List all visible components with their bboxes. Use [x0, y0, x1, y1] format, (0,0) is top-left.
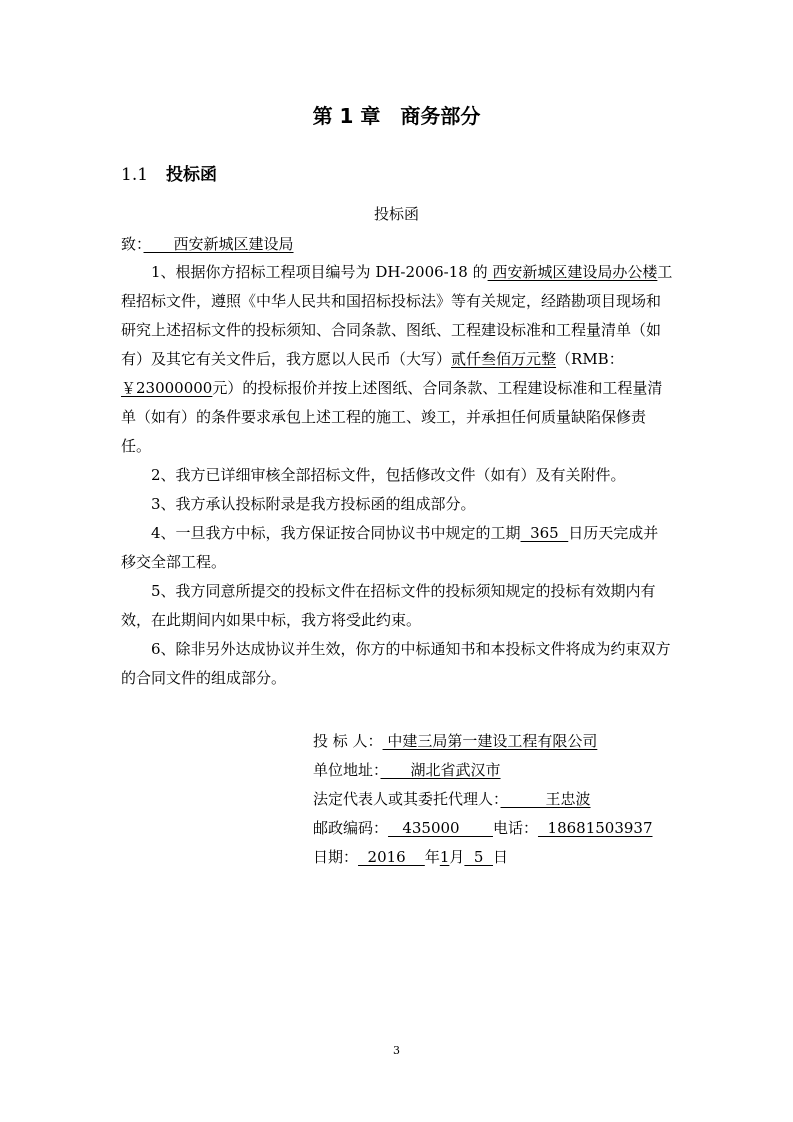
- paragraph-3: 3、我方承认投标附录是我方投标函的组成部分。: [151, 495, 476, 513]
- recipient-label: 致：: [121, 235, 144, 253]
- page-number: 3: [393, 1044, 400, 1057]
- p1-text-a: 1、根据你方招标工程项目编号为 DH-2006-18 的: [151, 263, 488, 281]
- letter-body: [121, 258, 673, 693]
- bid-amount-words: 贰仟叁佰万元整: [451, 350, 557, 368]
- p1-text-c: 工程招标文件，遵照《中华人民共和国招标投标法》等有关规定，经踏勘项目现场和研究上述招标文件的投标须知、合同条款、图纸、工程建设标准和工程量清单（如有）及其它有关文件后，我方愿以人民币（大写）: [121, 263, 673, 368]
- address-line: [313, 756, 653, 785]
- p1-text-e: （RMB：: [556, 350, 624, 368]
- bidder-value: 中建三局第一建设工程有限公司: [382, 732, 598, 750]
- signature-block: [313, 727, 653, 872]
- date-line: [313, 843, 653, 872]
- month-label: 月: [449, 848, 465, 866]
- paragraph-2: 2、我方已详细审核全部招标文件，包括修改文件（如有）及有关附件。: [151, 466, 626, 484]
- address-value: 湖北省武汉市: [380, 761, 501, 779]
- p1-text-g: 元）的投标报价并按上述图纸、合同条款、工程建设标准和工程量清单（如有）的条件要求承包上述工程的施工、竣工，并承担任何质量缺陷保修责任。: [121, 379, 663, 455]
- paragraph-1: [121, 258, 673, 461]
- date-label: 日期：: [313, 848, 359, 866]
- date-day: 5: [464, 848, 494, 866]
- recipient-name: 西安新城区建设局: [143, 235, 294, 253]
- phone-value: 18681503937: [537, 819, 653, 837]
- section-number: 1.1: [121, 165, 149, 185]
- date-year: 2016: [358, 848, 425, 866]
- contact-line: [313, 814, 653, 843]
- recipient-line: [121, 233, 294, 254]
- bidder-label: 投 标 人：: [313, 732, 383, 750]
- representative-line: [313, 785, 653, 814]
- phone-label: 电话：: [492, 819, 538, 837]
- bidder-line: [313, 727, 653, 756]
- paragraph-5: 5、我方同意所提交的投标文件在招标文件的投标须知规定的投标有效期内有效，在此期间内如果中标，我方将受此约束。: [121, 582, 656, 629]
- day-label: 日: [493, 848, 509, 866]
- postcode-label: 邮政编码：: [313, 819, 389, 837]
- date-month: 1: [439, 848, 450, 866]
- section-heading: [121, 160, 217, 185]
- postcode-value: 435000: [388, 819, 493, 837]
- year-label: 年: [424, 848, 440, 866]
- letter-title: 投标函: [373, 205, 419, 223]
- section-title: 投标函: [166, 165, 218, 185]
- representative-value: 王忠波: [500, 790, 591, 808]
- project-name: 西安新城区建设局办公楼: [487, 263, 658, 281]
- address-label: 单位地址：: [313, 761, 381, 779]
- bid-amount-figures: ￥23000000: [121, 379, 213, 397]
- p4-text-c: 日历天完成并移交全部工程。: [121, 524, 659, 571]
- chapter-title: 第 1 章 商务部分: [312, 104, 481, 128]
- p4-text-a: 4、一旦我方中标，我方保证按合同协议书中规定的工期: [151, 524, 521, 542]
- paragraph-6: 6、除非另外达成协议并生效，你方的中标通知书和本投标文件将成为约束双方的合同文件的组成部分。: [121, 640, 671, 687]
- construction-period: 365: [520, 524, 569, 542]
- representative-label: 法定代表人或其委托代理人：: [313, 790, 501, 808]
- paragraph-4: [121, 519, 673, 577]
